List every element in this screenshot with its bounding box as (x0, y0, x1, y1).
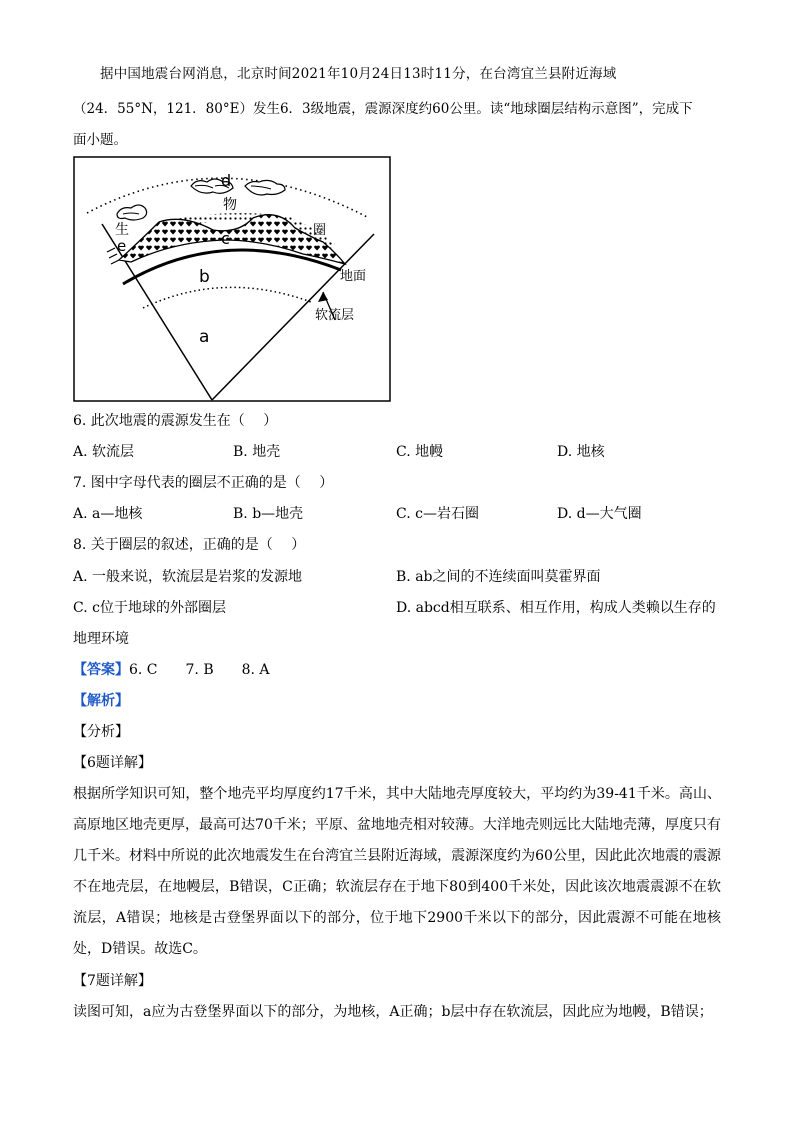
q7-detail-heading: 【7题详解】 (73, 973, 152, 989)
question-7-option-b[interactable]: B. b—地壳 (233, 506, 304, 522)
label-dimian: 地面 (340, 269, 367, 284)
cloud-3 (117, 205, 147, 220)
question-8-option-c[interactable]: C. c位于地球的外部圈层 (73, 600, 226, 616)
label-b: b (199, 267, 210, 287)
label-ruanliuceng: 软流层 (315, 308, 355, 323)
question-8-stem: 8. 关于圈层的叙述，正确的是（ ） (73, 537, 306, 553)
intro-line-2: （24．55°N，121．80°E）发生6．3级地震，震源深度约60公里。读“地球圈层结构示意图”，完成下 (73, 101, 693, 117)
intro-line-3: 面小题。 (73, 132, 127, 148)
question-8-option-b[interactable]: B. ab之间的不连续面叫莫霍界面 (396, 569, 601, 585)
inner-dotted-arc (143, 287, 311, 308)
question-6-stem: 6. 此次地震的震源发生在（ ） (73, 413, 278, 429)
question-7-option-d[interactable]: D. d—大气圈 (557, 506, 642, 522)
question-6-option-c[interactable]: C. 地幔 (396, 444, 444, 460)
fenxi-heading: 【分析】 (73, 724, 129, 740)
question-6-option-b[interactable]: B. 地壳 (233, 444, 281, 460)
jiexi-heading: 【解析】 (73, 693, 129, 709)
question-6-option-a[interactable]: A. 软流层 (73, 444, 135, 460)
answer-values: 6. C 7. B 8. A (129, 662, 270, 678)
q6-detail-heading: 【6题详解】 (73, 755, 152, 771)
intro-line-1: 据中国地震台网消息，北京时间2021年10月24日13时11分，在台湾宜兰县附近海域 (100, 66, 617, 82)
label-d: d (221, 171, 232, 190)
question-8-option-a[interactable]: A. 一般来说，软流层是岩浆的发源地 (73, 569, 303, 585)
question-7-option-c[interactable]: C. c—岩石圈 (396, 506, 479, 522)
question-8-option-d-continuation: 地理环境 (73, 631, 129, 647)
q6-detail-paragraph: 根据所学知识可知，整个地壳平均厚度约17千米，其中大陆地壳厚度较大，平均约为39-41千米。高山、高原地区地壳更厚，最高可达70千米；平原、盆地地壳相对较薄。大洋地壳则远比大陆地壳薄，厚度只有几千米。材料中所说的此次地震发生在台湾宜兰县附近海域，震源深度约为60公里，因此此次地震的震源不在地壳层，在地幔层，B错误，C正确；软流层存在于地下80到400千米处，因此该次地震震源不在软流层，A错误；地核是古登堡界面以下的部分，位于地下2900千米以下的部分，因此震源不可能在地核处，D错误。故选C。 (73, 786, 721, 957)
label-e: e (117, 237, 127, 255)
q7-detail-paragraph: 读图可知，a应为古登堡界面以下的部分，为地核，A正确；b层中存在软流层，因此应为地幔，B错误； (73, 1004, 713, 1020)
earth-layers-svg (73, 156, 391, 402)
label-quan: 圈 (313, 223, 327, 238)
crust-landmass (119, 215, 345, 264)
answer-line (73, 660, 270, 680)
question-7-option-a[interactable]: A. a—地核 (73, 506, 143, 522)
question-6-option-d[interactable]: D. 地核 (557, 444, 605, 460)
question-8-option-d[interactable]: D. abcd相互联系、相互作用，构成人类赖以生存的 (396, 600, 716, 616)
label-c: c (221, 229, 230, 248)
label-sheng: 生 (115, 222, 129, 238)
answer-tag: 【答案】 (73, 662, 129, 678)
label-wu: 物 (223, 197, 237, 213)
label-a: a (199, 327, 210, 347)
question-7-stem: 7. 图中字母代表的圈层不正确的是（ ） (73, 475, 334, 491)
earth-layers-diagram (73, 156, 391, 402)
